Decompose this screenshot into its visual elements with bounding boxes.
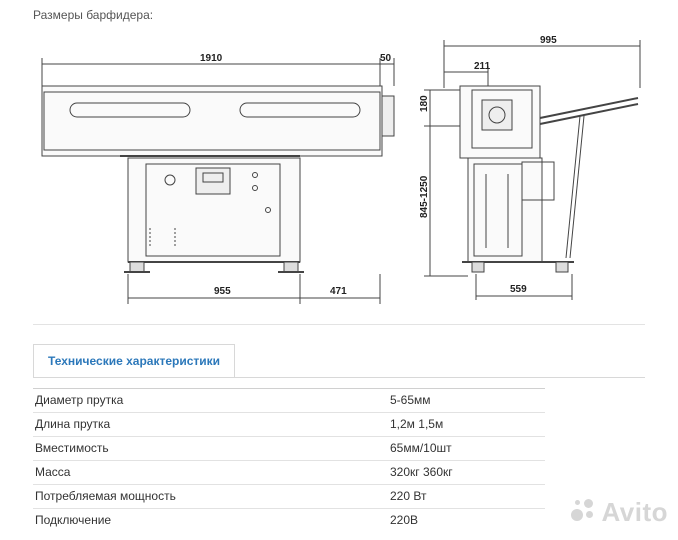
dim-base-right: 471	[330, 286, 347, 297]
dim-height-range: 845-1250	[419, 175, 430, 218]
page-heading: Размеры барфидера:	[33, 8, 154, 22]
spec-label: Подключение	[35, 513, 112, 527]
avito-watermark-text: Avito	[601, 497, 668, 527]
tab-underline	[33, 377, 645, 378]
spec-value: 1,2м 1,5м	[390, 417, 444, 431]
spec-value: 220 Вт	[390, 489, 427, 503]
dim-depth: 559	[510, 284, 527, 295]
dim-top-offset: 211	[474, 61, 491, 72]
dim-top-height: 180	[419, 95, 430, 112]
avito-watermark	[571, 497, 668, 528]
dim-base-left: 955	[214, 286, 231, 297]
spec-label: Диаметр прутка	[35, 393, 124, 407]
spec-label: Потребляемая мощность	[35, 489, 176, 503]
table-row	[33, 412, 545, 436]
spec-tabs	[33, 344, 645, 378]
table-row	[33, 460, 545, 484]
spec-value: 65мм/10шт	[390, 441, 452, 455]
spec-table	[33, 388, 545, 532]
spec-value: 5-65мм	[390, 393, 431, 407]
spec-label: Длина прутка	[35, 417, 111, 431]
section-divider	[33, 324, 645, 325]
table-row	[33, 508, 545, 532]
spec-value: 320кг 360кг	[390, 465, 453, 479]
table-row	[33, 436, 545, 460]
table-row	[33, 388, 545, 412]
avito-logo-icon	[571, 497, 597, 523]
spec-label: Масса	[35, 465, 71, 479]
dim-overall-length: 1910	[200, 53, 223, 64]
table-row	[33, 484, 545, 508]
tab-tech-specs[interactable]: Технические характеристики	[33, 344, 235, 378]
dim-width: 995	[540, 35, 557, 46]
dim-end-offset: 50	[380, 53, 392, 64]
bar-feeder-drawing	[0, 28, 678, 308]
spec-label: Вместимость	[35, 441, 109, 455]
spec-value: 220В	[390, 513, 419, 527]
